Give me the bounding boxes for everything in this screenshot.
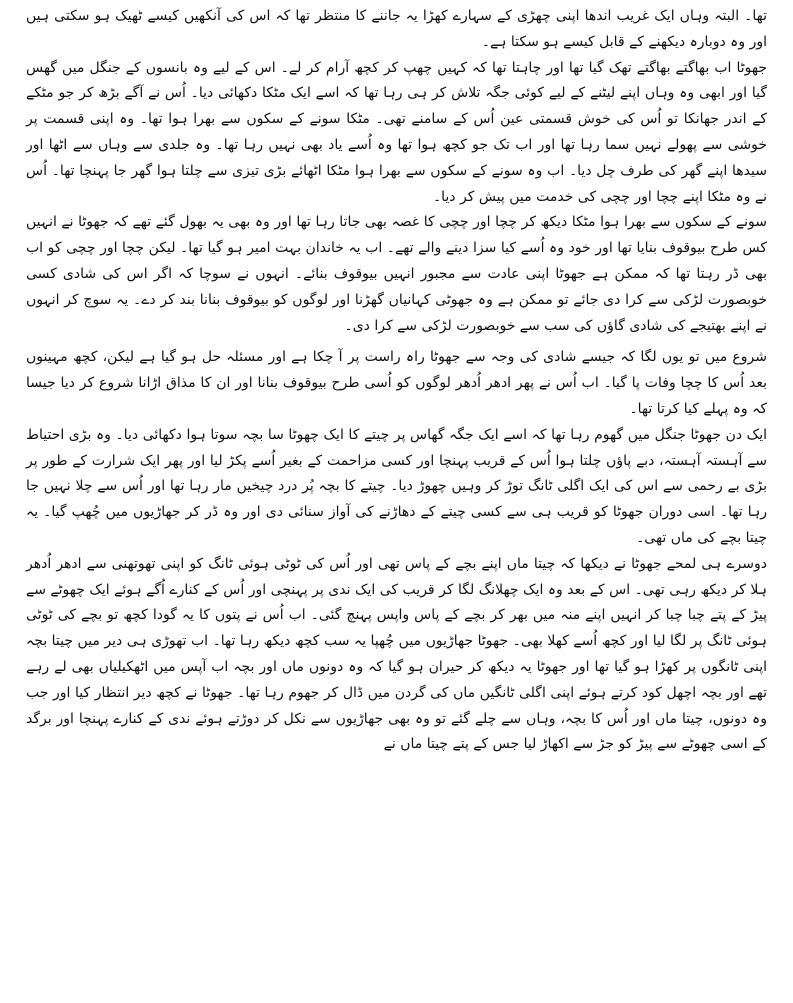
paragraph-4: شروع میں تو یوں لگا کہ جیسے شادی کی وجہ سے جھوٹا راہ راست پر آ چکا ہے اور مسئلہ حل ہو گیا ہے لیکن، کچھ مہینوں بعد اُس کا چچا وفات پا گیا۔ اب اُس نے پھر ادھر اُدھر لوگوں کو اُسی طرح بیوقوف بنانا اور ان کا مذاق اڑانا شروع کر دیا جیسا کہ وہ پہلے کیا کرتا تھا۔ [26,349,767,417]
paragraph-6: دوسرے ہی لمحے جھوٹا نے دیکھا کہ چیتا ماں اپنے بچے کے پاس تھی اور اُس کی ٹوٹی ہوئی ٹانگ کو اپنی تھوتھنی سے ادھر اُدھر ہلا کر دیکھ رہی تھی۔ اس کے بعد وہ ایک چھلانگ لگا کر قریب کی ایک ندی پر پہنچی اور اُس کے کنارے اُگے ہوئے ایک چھوٹے سے پیڑ کے پتے چبا چبا کر انہیں اپنے منہ میں بھر کر بچے کے پاس واپس پہنچ گئی۔ اب اُس نے پتوں کا یہ گودا کچھ تو بچے کی ٹوٹی ہوئی ٹانگ پر لگا لیا اور کچھ اُسے کھلا بھی۔ جھوٹا جھاڑیوں میں چُھپا یہ سب کچھ دیکھ رہا تھا۔ اب تھوڑی ہی دیر میں چیتا بچہ اپنی ٹانگوں پر کھڑا ہو گیا تھا اور جھوٹا یہ دیکھ کر حیران ہو گیا کہ وہ دونوں ماں اور بچہ اب آپس میں اٹھکیلیاں بھی لے رہے تھے اور بچہ اچھل کود کرتے ہوئے اپنی اگلی ٹانگیں ماں کی گردن میں ڈال کر جھوم رہا تھا۔ جھوٹا نے کچھ دیر انتظار کیا اور جب وہ دونوں، چیتا ماں اور اُس کا بچہ، وہاں سے چلے گئے تو وہ بھی جھاڑیوں سے نکل کر دوڑتے ہوئے ندی کے کنارے پہنچا اور برگد کے اسی چھوٹے سے پیڑ کو جڑ سے اکھاڑ لیا جس کے پتے چیتا ماں نے [26,555,767,753]
paragraph-2: جھوٹا اب بھاگتے بھاگتے تھک گیا تھا اور چاہتا تھا کہ کہیں چھپ کر کچھ آرام کر لے۔ اس کے لیے وہ بانسوں کے جنگل میں گھس گیا اور ابھی وہ وہاں اپنے لیٹنے کے لیے کوئی جگہ تلاش کر ہی رہا تھا کہ اسے ایک مٹکا دکھائی دیا۔ اُس نے آگے بڑھ کر جو مٹکے کے اندر جھانکا تو اُس کی خوش قسمتی عین اُس کے سامنے تھی۔ مٹکا سونے کے سکوں سے بھرا ہوا تھا۔ وہ اپنی قسمت پر خوشی سے پھولے نہیں سما رہا تھا اور اب تک جو کچھ ہوا تھا وہ اُسے یاد بھی نہیں رہا تھا۔ وہ جلدی سے وہاں سے اٹھا اور سیدھا اپنے گھر کی طرف چل دیا۔ اب وہ سونے کے سکوں سے بھرا ہوا مٹکا اٹھائے بڑی تیزی سے چلتا ہوا گھر جا پہنچا تھا۔ اُس نے وہ مٹکا اپنے چچا اور چچی کی خدمت میں پیش کر دیا۔ [26,59,767,205]
paragraph-3: سونے کے سکوں سے بھرا ہوا مٹکا دیکھ کر چچا اور چچی کا غصہ بھی جاتا رہا تھا اور وہ بھی یہ بھول گئے تھے کہ جھوٹا نے انہیں کس طرح بیوقوف بنایا تھا اور خود وہ اُسے کیا سزا دینے والے تھے۔ اب یہ خاندان بہت امیر ہو گیا تھا۔ لیکن چچا اور چچی کو اب بھی ڈر رہتا تھا کہ ممکن ہے جھوٹا اپنی عادت سے مجبور انہیں بیوقوف بنائے۔ انہوں نے سوچا کہ اگر اس کی شادی کسی خوبصورت لڑکی سے کرا دی جائے تو ممکن ہے وہ جھوٹی کہانیاں گھڑنا اور لوگوں کو بیوقوف بنانا بند کر دے۔ یہ سوچ کر انہوں نے اپنے بھتیجے کی شادی گاؤں کی سب سے خوبصورت لڑکی سے کرا دی۔ [26,214,767,334]
paragraph-1: تھا۔ البتہ وہاں ایک غریب اندھا اپنی چھڑی کے سہارے کھڑا یہ جاننے کا منتظر تھا کہ اس کی آنکھیں کیسے ٹھیک ہو سکتی ہیں اور وہ دوبارہ دیکھنے کے قابل کیسے ہو سکتا ہے۔ [26,8,767,50]
paragraph-5: ایک دن جھوٹا جنگل میں گھوم رہا تھا کہ اسے ایک جگہ گھاس پر چیتے کا ایک چھوٹا سا بچہ سوتا ہوا دکھائی دیا۔ وہ بڑی احتیاط سے آہستہ آہستہ، دبے پاؤں چلتا ہوا اُس کے قریب پہنچا اور کسی مزاحمت کے بغیر اُسے پکڑ لیا اور پھر ایک شرارت کے طور پر بڑی بے رحمی سے اس کی ایک اگلی ٹانگ توڑ کر وہیں چھوڑ دیا۔ چیتے کا بچہ پُر درد چیخیں مار رہا تھا اور اُس سے چلا نہیں جا رہا تھا۔ اسی دوران جھوٹا کو قریب ہی سے کسی چیتے کے دھاڑنے کی آواز سنائی دی اور وہ ڈر کر جھاڑیوں میں چُھپ گیا۔ یہ چیتا بچے کی ماں تھی۔ [26,426,767,546]
